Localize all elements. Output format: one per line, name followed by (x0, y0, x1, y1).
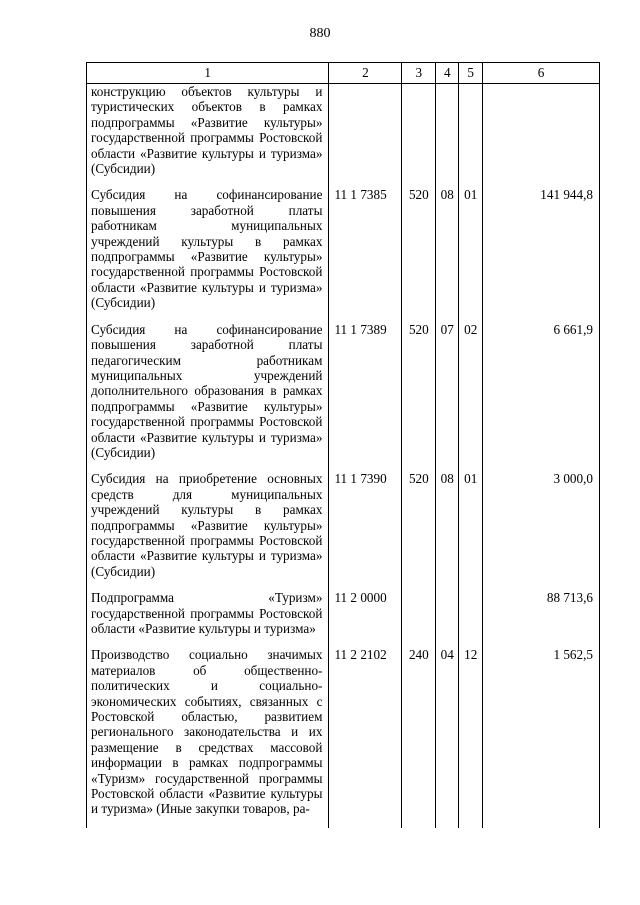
column-header: 1 (87, 63, 329, 84)
column-header: 4 (436, 63, 459, 84)
column-header: 6 (483, 63, 600, 84)
section-code: 04 (436, 647, 459, 827)
amount: 1 562,5 (483, 647, 600, 827)
expense-type-code: 520 (402, 187, 436, 321)
expense-type-code: 520 (402, 471, 436, 590)
expense-type-code (402, 84, 436, 188)
table-row (87, 471, 600, 590)
row-name: Субсидия на приобретение основных средств для муниципальных учреждений культуры в рамках подпрограммы «Развитие культуры» государственной программы Ростовской области «Развитие культуры и туризма» (Субсидии) (87, 471, 329, 590)
section-code (436, 590, 459, 647)
row-name: Производство социально значимых материалов об общественно-политических и социально-экономических событиях, связанных с Ростовской областью, развитием регионального законодательства и их размещение в средствах массовой информации в рамках подпрограммы «Туризм» государственной программы Ростовской области «Развитие культуры и туризма» (Иные закупки товаров, ра- (87, 647, 329, 827)
subsection-code: 12 (459, 647, 483, 827)
expense-type-code: 240 (402, 647, 436, 827)
target-article-code: 11 2 0000 (329, 590, 402, 647)
target-article-code: 11 1 7389 (329, 322, 402, 472)
expense-type-code (402, 590, 436, 647)
column-header: 5 (459, 63, 483, 84)
table-row (87, 84, 600, 188)
amount: 6 661,9 (483, 322, 600, 472)
table-row (87, 187, 600, 321)
subsection-code: 01 (459, 187, 483, 321)
table-row (87, 322, 600, 472)
target-article-code: 11 1 7385 (329, 187, 402, 321)
column-header: 2 (329, 63, 402, 84)
section-code (436, 84, 459, 188)
expense-type-code: 520 (402, 322, 436, 472)
row-name: Подпрограмма «Туризм» государственной программы Ростовской области «Развитие культуры и туризма» (87, 590, 329, 647)
row-name: Субсидия на софинансирование повышения заработной платы педагогическим работникам муниципальных учреждений дополнительного образования в рамках подпрограммы «Развитие культуры» государственной программы Ростовской области «Развитие культуры и туризма» (Субсидии) (87, 322, 329, 472)
amount: 141 944,8 (483, 187, 600, 321)
table-row (87, 647, 600, 827)
amount: 3 000,0 (483, 471, 600, 590)
subsection-code: 02 (459, 322, 483, 472)
subsection-code: 01 (459, 471, 483, 590)
section-code: 08 (436, 187, 459, 321)
table-header-row (87, 63, 600, 84)
target-article-code: 11 1 7390 (329, 471, 402, 590)
row-name: конструкцию объектов культуры и туристических объектов в рамках подпрограммы «Развитие культуры» государственной программы Ростовской области «Развитие культуры и туризма» (Субсидии) (87, 84, 329, 188)
section-code: 08 (436, 471, 459, 590)
target-article-code: 11 2 2102 (329, 647, 402, 827)
amount (483, 84, 600, 188)
subsection-code (459, 84, 483, 188)
section-code: 07 (436, 322, 459, 472)
amount: 88 713,6 (483, 590, 600, 647)
column-header: 3 (402, 63, 436, 84)
row-name: Субсидия на софинансирование повышения заработной платы работникам муниципальных учреждений культуры в рамках подпрограммы «Развитие культуры» государственной программы Ростовской области «Развитие культуры и туризма» (Субсидии) (87, 187, 329, 321)
table-row (87, 590, 600, 647)
subsection-code (459, 590, 483, 647)
target-article-code (329, 84, 402, 188)
page-number: 880 (309, 26, 331, 41)
budget-table (86, 62, 600, 828)
